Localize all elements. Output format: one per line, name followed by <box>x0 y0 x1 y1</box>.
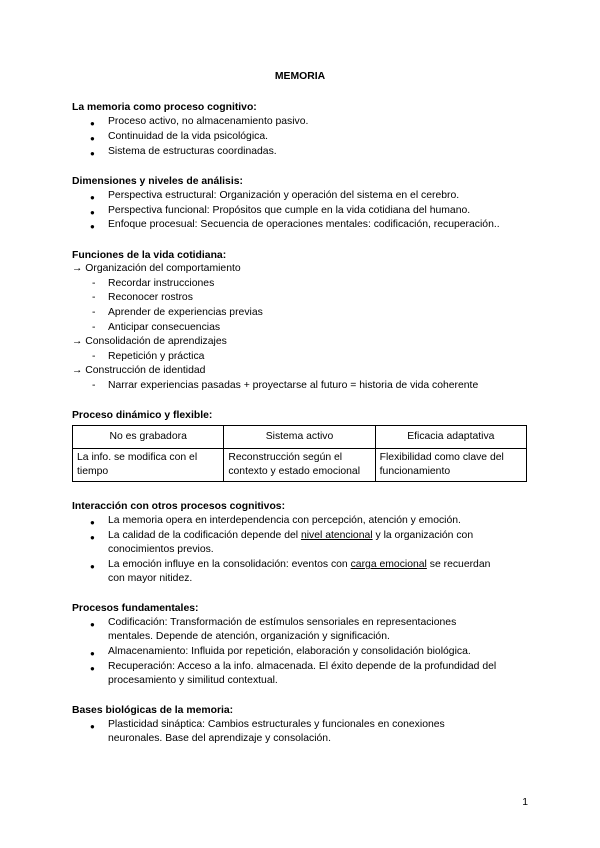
list-item: Almacenamiento: Influida por repetición, elaboración y consolidación biológica. <box>108 646 471 657</box>
text-segment: se recuerdan <box>426 559 491 570</box>
underlined-term: carga emocional <box>350 559 427 570</box>
list-item <box>108 529 473 544</box>
section-heading-cognitive-process: La memoria como proceso cognitivo: <box>72 102 257 113</box>
sub-item: Anticipar consecuencias <box>108 322 221 333</box>
page-number: 1 <box>522 797 528 808</box>
sub-item: Aprender de experiencias previas <box>108 307 263 318</box>
list-item: Recuperación: Acceso a la info. almacenada. El éxito depende de la profundidad del <box>108 661 497 672</box>
arrow-item-learning: → Consolidación de aprendizajes <box>72 336 227 347</box>
cell-line: La info. se modifica con el <box>77 452 198 463</box>
sub-item: Narrar experiencias pasadas + proyectarse al futuro = historia de vida coherente <box>108 380 479 391</box>
bullet-icon: ● <box>90 649 95 658</box>
table-cell <box>375 449 526 482</box>
list-item: Perspectiva estructural: Organización y operación del sistema en el cerebro. <box>108 190 460 201</box>
arrow-item-identity: → Construcción de identidad <box>72 365 206 376</box>
table-header-cell: No es grabadora <box>73 426 224 449</box>
comparison-table <box>72 425 527 482</box>
list-item: Plasticidad sináptica: Cambios estructurales y funcionales en conexiones <box>108 719 445 730</box>
bullet-icon: ● <box>90 208 95 217</box>
arrow-item-behavior: → Organización del comportamiento <box>72 263 241 274</box>
dash-marker: - <box>92 278 96 289</box>
bullet-icon: ● <box>90 222 95 231</box>
cell-line: tiempo <box>77 465 109 477</box>
cell-line: contexto y estado emocional <box>228 465 361 477</box>
cell-line: Reconstrucción según el <box>228 452 343 463</box>
bullet-icon: ● <box>90 533 95 542</box>
list-item: Continuidad de la vida psicológica. <box>108 131 269 142</box>
list-item: Enfoque procesual: Secuencia de operaciones mentales: codificación, recuperación.. <box>108 219 500 230</box>
sub-item: Reconocer rostros <box>108 292 193 303</box>
bullet-icon: ● <box>90 119 95 128</box>
list-item-continuation: neuronales. Base del aprendizaje y consolación. <box>108 733 331 744</box>
list-item-continuation: procesamiento y similitud contextual. <box>108 675 278 686</box>
text-segment: La emoción influye en la consolidación: eventos con <box>108 559 351 570</box>
underlined-term: nivel atencional <box>300 530 373 541</box>
table-header-cell: Sistema activo <box>224 426 375 449</box>
list-item-continuation: mentales. Depende de atención, organización y significación. <box>108 631 390 642</box>
list-item: Codificación: Transformación de estímulos sensoriales en representaciones <box>108 617 457 628</box>
list-item-continuation: con mayor nitidez. <box>108 573 193 584</box>
text-segment: y la organización con <box>372 530 474 541</box>
bullet-icon: ● <box>90 193 95 202</box>
table-header-row <box>73 426 527 449</box>
dash-marker: - <box>92 307 96 318</box>
bullet-icon: ● <box>90 562 95 571</box>
section-heading-dynamic-process: Proceso dinámico y flexible: <box>72 410 213 421</box>
bullet-icon: ● <box>90 149 95 158</box>
list-item <box>108 558 490 573</box>
sub-item: Recordar instrucciones <box>108 278 215 289</box>
bullet-icon: ● <box>90 134 95 143</box>
dash-marker: - <box>92 351 96 362</box>
bullet-icon: ● <box>90 518 95 527</box>
table-cell <box>224 449 375 482</box>
bullet-icon: ● <box>90 620 95 629</box>
dash-marker: - <box>92 380 96 391</box>
table-row <box>73 449 527 482</box>
section-heading-biological-bases: Bases biológicas de la memoria: <box>72 705 234 716</box>
section-heading-fundamental-processes: Procesos fundamentales: <box>72 603 199 614</box>
dash-marker: - <box>92 292 96 303</box>
list-item-continuation: conocimientos previos. <box>108 544 214 555</box>
section-heading-daily-functions: Funciones de la vida cotidiana: <box>72 250 227 261</box>
sub-item: Repetición y práctica <box>108 351 205 362</box>
text-segment: La calidad de la codificación depende del <box>108 530 301 541</box>
list-item: Proceso activo, no almacenamiento pasivo. <box>108 116 309 127</box>
list-item: Perspectiva funcional: Propósitos que cumple en la vida cotidiana del humano. <box>108 205 471 216</box>
cell-line: funcionamiento <box>379 465 451 477</box>
table-cell <box>73 449 224 482</box>
list-item: La memoria opera en interdependencia con percepción, atención y emoción. <box>108 515 461 526</box>
bullet-icon: ● <box>90 722 95 731</box>
document-title: MEMORIA <box>274 71 326 82</box>
list-item: Sistema de estructuras coordinadas. <box>108 146 277 157</box>
section-heading-interaction: Interacción con otros procesos cognitivos: <box>72 501 286 512</box>
bullet-icon: ● <box>90 664 95 673</box>
dash-marker: - <box>92 322 96 333</box>
section-heading-dimensions: Dimensiones y niveles de análisis: <box>72 176 243 187</box>
cell-line: Flexibilidad como clave del <box>379 452 504 463</box>
table-header-cell: Eficacia adaptativa <box>375 426 526 449</box>
